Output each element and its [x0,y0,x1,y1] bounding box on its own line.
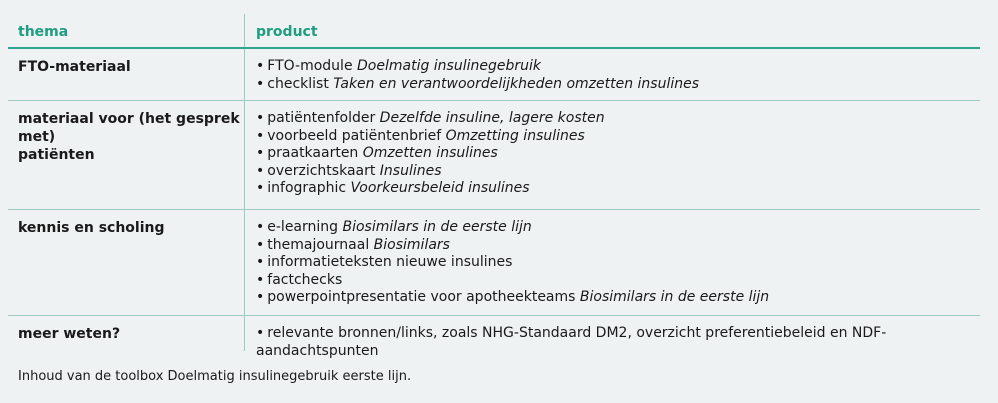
list-item [256,254,980,272]
item-title: Biosimilars in de eerste lijn [579,289,770,306]
table-header [8,14,980,49]
bullet: • [256,254,265,271]
header-product: product [256,24,318,40]
item-text: factchecks [267,271,343,288]
row-theme-line: materiaal voor (het gesprek met) [18,111,240,145]
table-row [8,101,980,210]
header-theme: thema [8,14,245,47]
list-item [256,289,980,307]
row-products [245,49,980,100]
item-text: e-learning [267,219,343,235]
list-item [256,145,980,163]
list-item [256,272,980,290]
list-item [256,325,980,360]
item-text: powerpointpresentatie voor apotheekteams [267,289,580,306]
item-text: checklist [267,75,334,92]
table-row [8,210,980,316]
row-products [245,316,980,359]
list-item [256,128,980,146]
table-row [8,316,980,359]
item-title: Omzetting insulines [445,127,585,144]
list-item [256,219,980,237]
row-theme: meer weten? [8,316,245,351]
item-text: praatkaarten [267,145,363,162]
bullet: • [256,75,265,92]
item-text: voorbeeld patiëntenbrief [267,127,446,144]
item-text: infographic [267,180,351,197]
table-caption: Inhoud van de toolbox Doelmatig insulinegebruik eerste lijn. [18,369,412,384]
list-item [256,110,980,128]
row-theme: FTO-materiaal [8,49,245,100]
bullet: • [256,289,265,306]
row-theme [8,101,245,209]
bullet: • [256,180,265,197]
list-item [256,163,980,181]
item-title: Dezelfde insuline, lagere kosten [379,110,605,126]
list-item [256,76,980,94]
list-item [256,237,980,255]
list-item [256,58,980,76]
bullet: • [256,127,265,144]
item-text: overzichtskaart [267,162,380,179]
bullet: • [256,58,265,74]
item-title: Biosimilars [373,236,450,253]
item-title: Voorkeursbeleid insulines [350,180,530,197]
item-title: Omzetten insulines [362,145,498,162]
table-row [8,49,980,101]
bullet: • [256,325,265,341]
item-text: informatieteksten nieuwe insulines [267,254,513,271]
row-theme: kennis en scholing [8,210,245,315]
bullet: • [256,219,265,235]
item-text: relevante bronnen/links, zoals NHG-Standaard DM2, overzicht preferentiebeleid en NDF-aandachtspunten [256,325,887,359]
toolbox-table [8,14,980,359]
bullet: • [256,145,265,162]
bullet: • [256,236,265,253]
item-title: Taken en verantwoordelijkheden omzetten insulines [333,75,700,92]
item-text: patiëntenfolder [267,110,380,126]
item-title: Insulines [379,162,442,179]
row-products [245,210,980,315]
item-text: themajournaal [267,236,374,253]
bullet: • [256,162,265,179]
item-title: Doelmatig insulinegebruik [357,58,542,74]
item-text: FTO-module [267,58,358,74]
list-item [256,180,980,198]
bullet: • [256,271,265,288]
bullet: • [256,110,265,126]
row-theme-line: patiënten [18,147,95,163]
row-products [245,101,980,209]
item-title: Biosimilars in de eerste lijn [342,219,532,235]
